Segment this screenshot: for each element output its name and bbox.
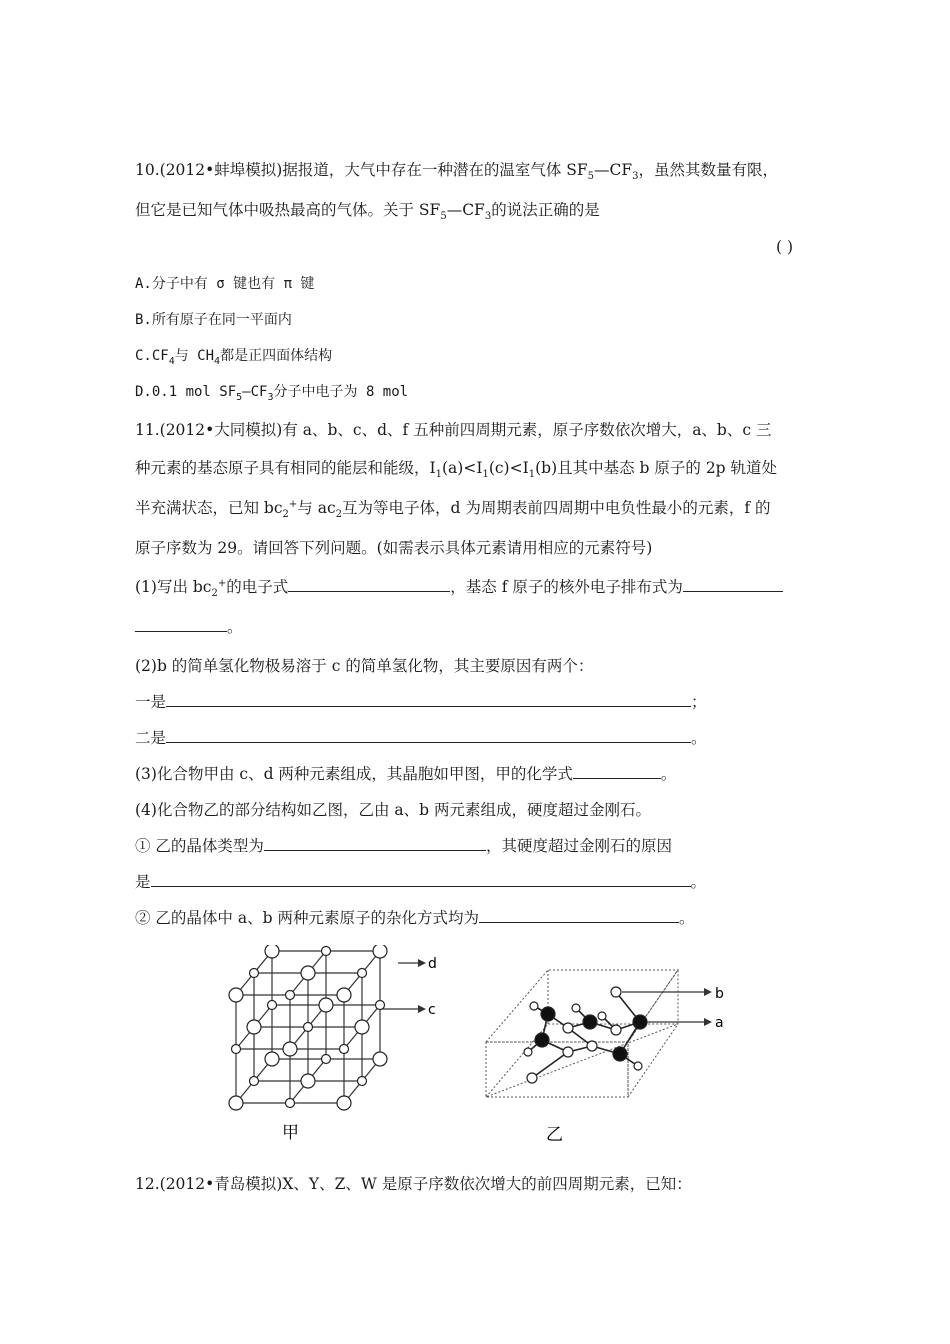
q11-part1: (1)写出 $bc_2^+$的电子式 ，基态 f 原子的核外电子排布式为 xyxy=(135,577,783,597)
atom-d xyxy=(265,945,279,958)
atom-d xyxy=(229,988,243,1002)
atom-d xyxy=(283,1042,297,1056)
atom-c xyxy=(286,991,295,1000)
caption-yi: 乙 xyxy=(546,1125,563,1145)
q11-line1: 11.(2012•大同模拟)有 a、b、c、d、f 五种前四周期元素，原子序数依次增大，a、b、c 三 xyxy=(135,421,772,439)
atom-d xyxy=(355,1020,369,1034)
figure-yi-structure xyxy=(480,962,740,1147)
q11-part2-two: 二是 。 xyxy=(135,729,707,747)
option-d: D.0.1 mol $SF_5—CF_3$分子中电子为 8 mol xyxy=(135,384,409,403)
q11-part2: (2)b 的简单氢化物极易溶于 c 的简单氢化物，其主要原因有两个： xyxy=(135,657,594,675)
option-b: B.所有原子在同一平面内 xyxy=(135,312,292,328)
q11-part4-2: ② 乙的晶体中 a、b 两种元素原子的杂化方式均为 。 xyxy=(135,909,695,927)
q11-part4: (4)化合物乙的部分结构如乙图，乙由 a、b 两元素组成，硬度超过金刚石。 xyxy=(135,801,651,819)
answer-blank[interactable] xyxy=(683,577,783,592)
q11-part1-cont: 。 xyxy=(135,617,243,637)
atom-d xyxy=(265,1052,279,1066)
atom-d xyxy=(301,1074,315,1088)
q11-part3: (3)化合物甲由 c、d 两种元素组成，其晶胞如甲图，甲的化学式 。 xyxy=(135,765,677,783)
answer-blank[interactable] xyxy=(166,728,691,743)
atom-d xyxy=(373,945,387,958)
atom-d xyxy=(247,1020,261,1034)
atom-c xyxy=(322,1055,331,1064)
answer-blank[interactable] xyxy=(288,577,450,592)
label-b: b xyxy=(715,986,724,1002)
atom-c xyxy=(268,1001,277,1010)
figure-jia-crystal-cell xyxy=(220,945,450,1145)
atom-c xyxy=(358,1077,367,1086)
atom-c xyxy=(304,1023,313,1032)
atom-c xyxy=(340,1045,349,1054)
q11-line4: 原子序数为 29。请回答下列问题。(如需表示具体元素请用相应的元素符号) xyxy=(135,539,653,557)
atom-c xyxy=(286,1099,295,1108)
atom-c xyxy=(232,1045,241,1054)
q10-line1: 10.(2012•蚌埠模拟)据报道，大气中存在一种潜在的温室气体 $SF_5—CF_3$，虽然其数量有限， xyxy=(135,161,779,183)
q10-line2: 但它是已知气体中吸热最高的气体。关于 $SF_5—CF_3$的说法正确的是 xyxy=(135,201,600,223)
q11-line2: 种元素的基态原子具有相同的能层和能级，$I_1(a)<I_1(c)<I_1(b)$且其中基态 b 原子的 2p 轨道处 xyxy=(135,459,778,481)
atom-c xyxy=(376,1001,385,1010)
option-c: $C.CF_4$与 $CH_4$都是正四面体结构 xyxy=(135,348,333,367)
answer-blank[interactable] xyxy=(264,836,486,851)
q11-part4-1-cont: 是 。 xyxy=(135,873,707,891)
q11-part2-one: 一是 ； xyxy=(135,693,707,711)
atom-c xyxy=(322,947,331,956)
atom-d xyxy=(373,1052,387,1066)
label-d: d xyxy=(428,956,437,972)
answer-blank[interactable] xyxy=(135,617,227,632)
atom-d xyxy=(319,998,333,1012)
answer-blank[interactable] xyxy=(151,872,691,887)
q11-line3: 半充满状态，已知 $bc_2^+$与 $ac_2$互为等电子体，d 为周期表前四周期中电负性最小的元素，f 的 xyxy=(135,498,771,521)
label-c: c xyxy=(428,1002,436,1018)
atom-d xyxy=(229,1096,243,1110)
atom-c xyxy=(250,969,259,978)
answer-blank[interactable] xyxy=(573,764,661,779)
atom-c xyxy=(358,969,367,978)
atom-d xyxy=(337,988,351,1002)
caption-jia: 甲 xyxy=(282,1123,299,1143)
atom-d xyxy=(337,1096,351,1110)
q11-part4-1: ① 乙的晶体类型为 ，其硬度超过金刚石的原因 xyxy=(135,837,672,855)
answer-paren: ( ) xyxy=(776,238,794,256)
label-a: a xyxy=(715,1015,724,1031)
option-a: A.分子中有 σ 键也有 π 键 xyxy=(135,276,315,292)
answer-blank[interactable] xyxy=(166,692,691,707)
q12-line1: 12.(2012•青岛模拟)X、Y、Z、W 是原子序数依次增大的前四周期元素，已知： xyxy=(135,1175,692,1193)
atom-d xyxy=(301,966,315,980)
atom-c xyxy=(250,1077,259,1086)
answer-blank[interactable] xyxy=(479,908,679,923)
